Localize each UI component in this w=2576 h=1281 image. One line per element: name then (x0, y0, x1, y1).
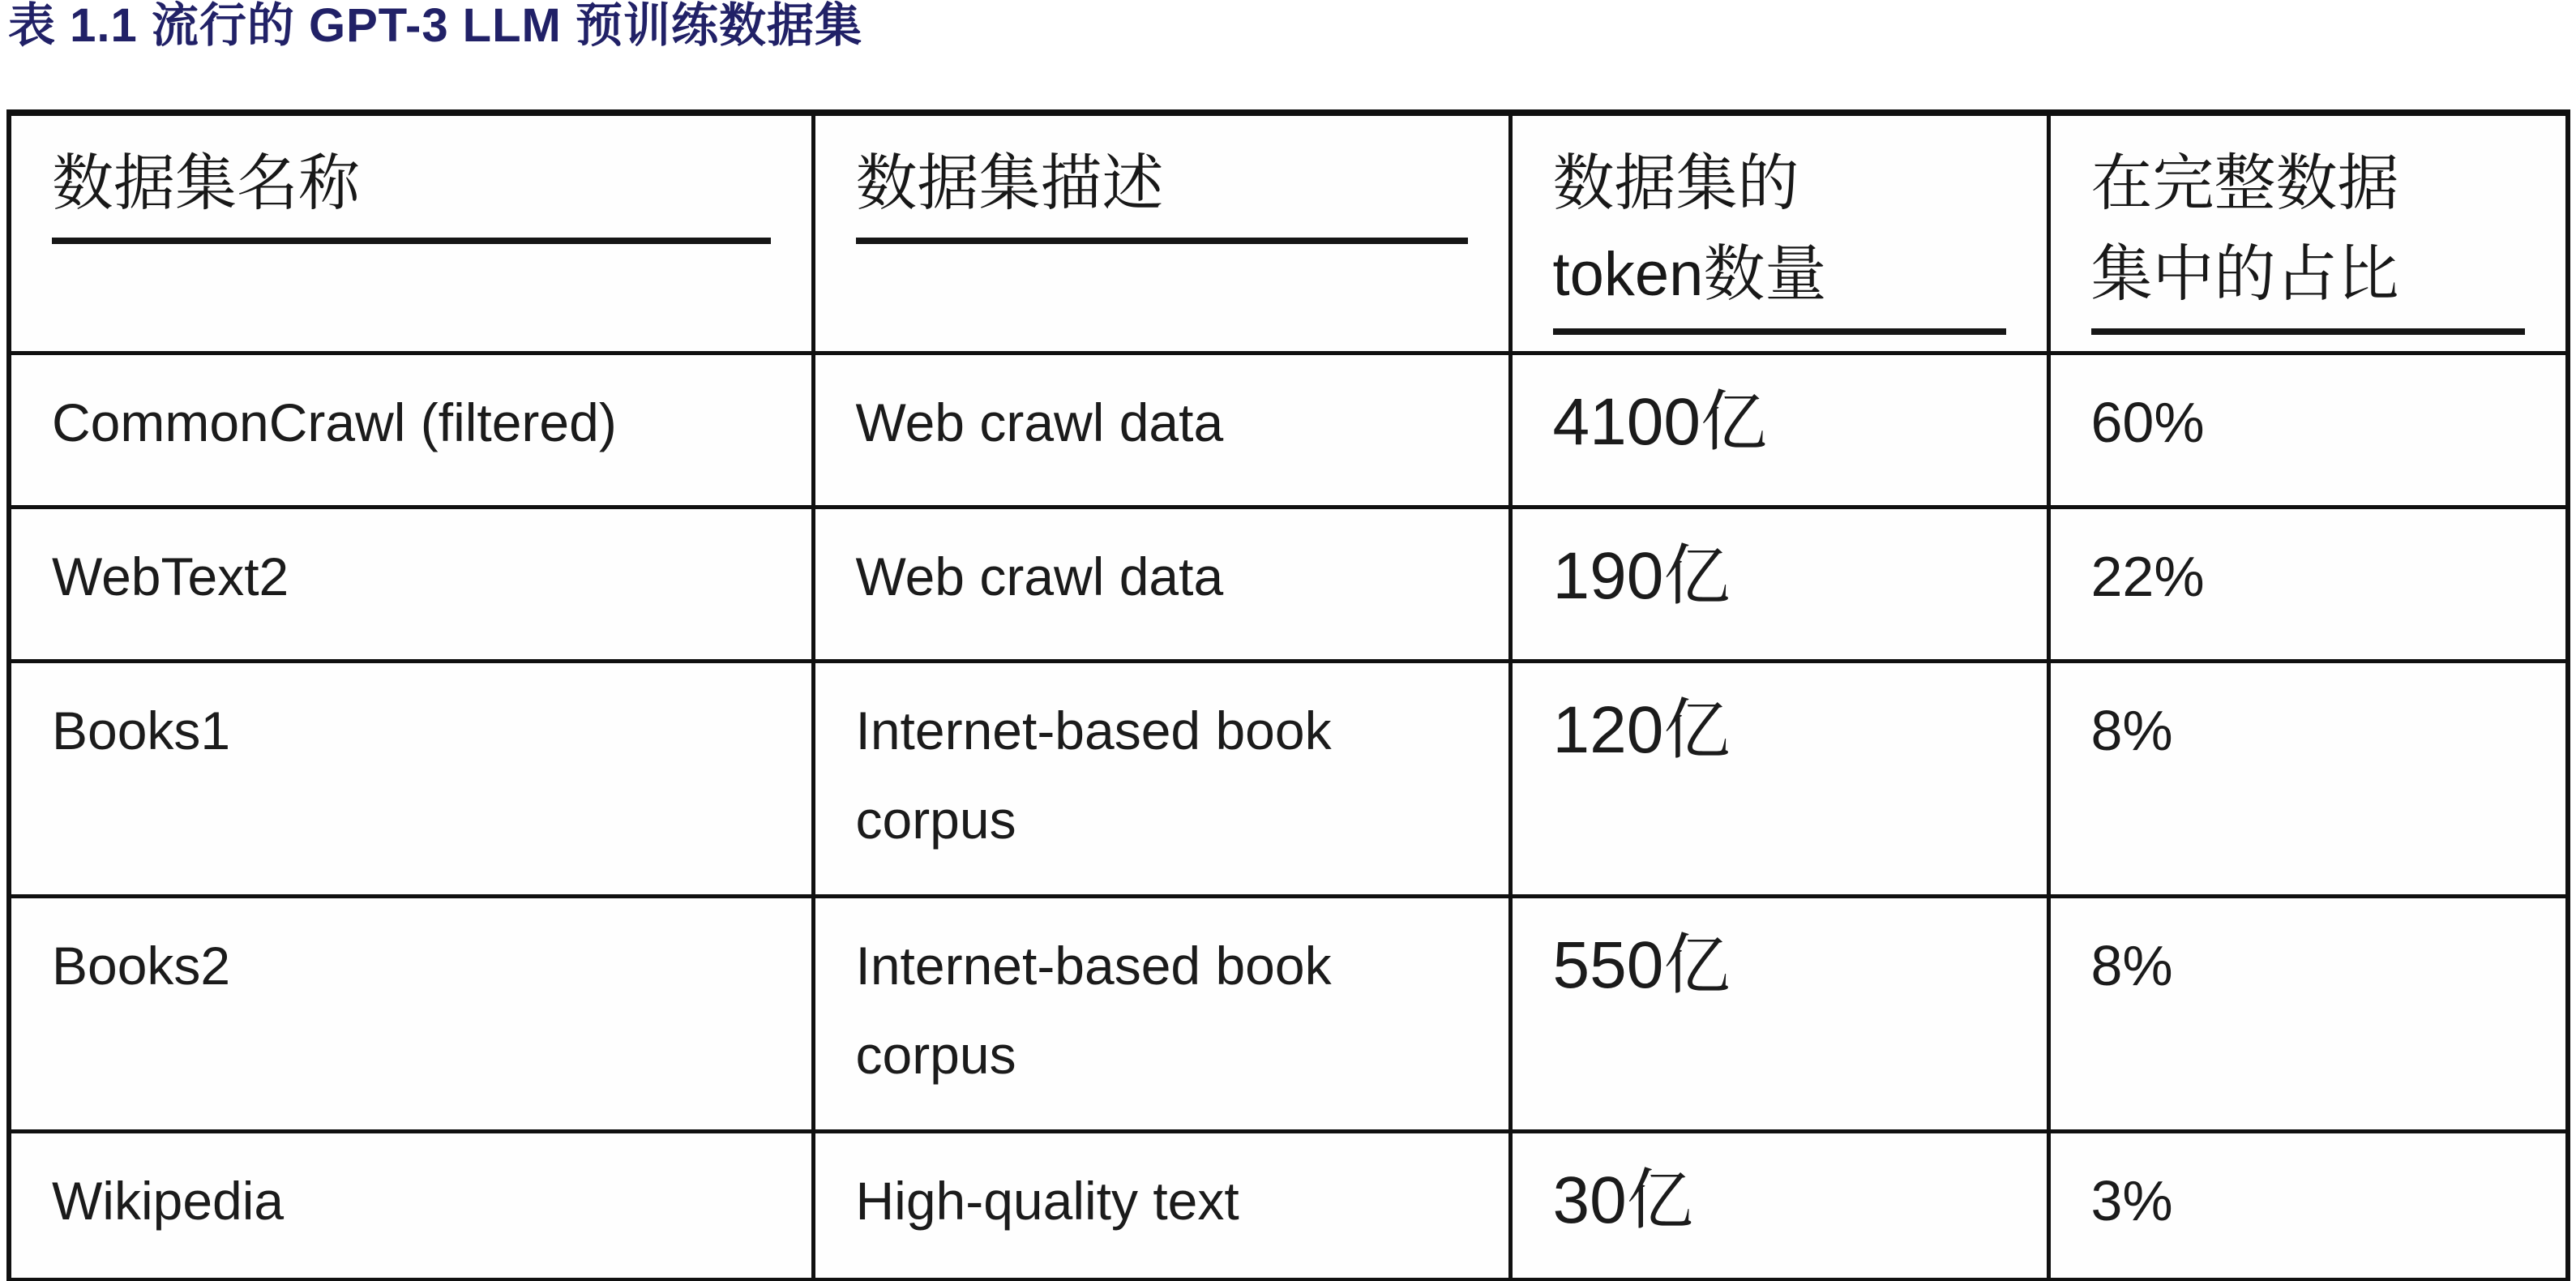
cell-token-count: 4100亿 (1510, 353, 2048, 508)
header-underline (856, 238, 1468, 244)
cell-dataset-description (813, 897, 1510, 1132)
cell-text: High-quality text (855, 1171, 1239, 1231)
header-label: 数据集的 (1552, 149, 1799, 218)
header-dataset-description (813, 113, 1510, 353)
header-label: 集中的占比 (2090, 240, 2399, 309)
datasets-table (6, 109, 2570, 1281)
cell-text: Internet-based book corpus (855, 936, 1332, 1085)
cell-proportion: 3% (2048, 1132, 2568, 1280)
cell-proportion: 22% (2048, 508, 2568, 662)
table-row (9, 1132, 2568, 1280)
header-proportion (2048, 113, 2568, 353)
cell-proportion: 8% (2048, 662, 2568, 897)
cell-text: Web crawl data (855, 392, 1224, 452)
cell-proportion: 8% (2048, 897, 2568, 1132)
cell-token-count: 30亿 (1510, 1132, 2048, 1280)
cell-token-count: 120亿 (1510, 662, 2048, 897)
cell-dataset-name: Wikipedia (9, 1132, 813, 1280)
cell-proportion: 60% (2048, 353, 2568, 508)
table-row (9, 353, 2568, 508)
cell-text: Web crawl data (855, 546, 1224, 606)
cell-token-count: 190亿 (1510, 508, 2048, 662)
header-token-count (1510, 113, 2048, 353)
header-row (9, 113, 2568, 353)
header-dataset-name (9, 113, 813, 353)
cell-dataset-name: CommonCrawl (filtered) (9, 353, 813, 508)
header-underline (52, 238, 771, 244)
cell-text: Internet-based book corpus (855, 700, 1332, 850)
header-label: 在完整数据 (2090, 149, 2399, 218)
cell-dataset-name: WebText2 (9, 508, 813, 662)
table-row (9, 662, 2568, 897)
header-underline (2091, 328, 2526, 335)
cell-dataset-description (813, 508, 1510, 662)
cell-token-count: 550亿 (1510, 897, 2048, 1132)
header-label: token数量 (1552, 240, 1827, 309)
table-row (9, 897, 2568, 1132)
cell-dataset-description (813, 662, 1510, 897)
header-underline (1553, 328, 2006, 335)
cell-dataset-name: Books2 (9, 897, 813, 1132)
cell-dataset-description (813, 1132, 1510, 1280)
table-caption: 表 1.1 流行的 GPT-3 LLM 预训练数据集 (8, 0, 862, 52)
table-row (9, 508, 2568, 662)
header-label: 数据集名称 (52, 149, 360, 218)
header-label: 数据集描述 (855, 149, 1164, 218)
cell-dataset-description (813, 353, 1510, 508)
cell-dataset-name: Books1 (9, 662, 813, 897)
